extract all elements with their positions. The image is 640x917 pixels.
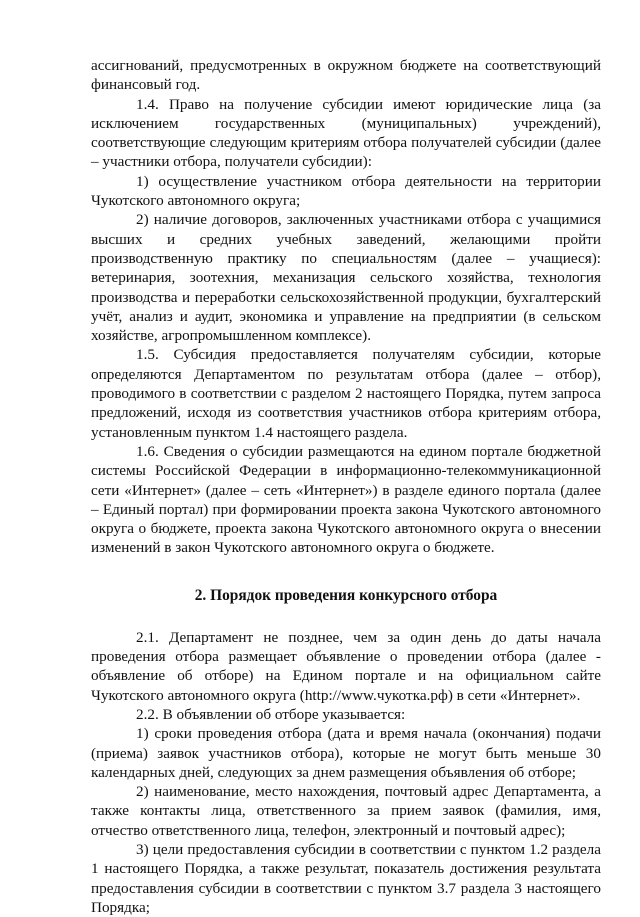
paragraph-criterion-2: 2) наличие договоров, заключенных участниками отбора с учащимися высших и средних учебных заведений, желающими пройти производственную практику по специальностям (далее – учащиеся): ветеринария, зоотехния, механизация сельского хозяйства, технология производства и переработки сельскохозяйственной продукции, бухгалтерский учёт, анализ и аудит, экономика и управление на предприятии (в сельском хозяйстве, агропромышленном комплексе).: [91, 211, 601, 345]
paragraph-2-1: 2.1. Департамент не позднее, чем за один день до даты начала проведения отбора размещает объявление о проведении отбора (далее - объявление об отборе) на Едином портале и на официальном сайте Чукотского автономного округа (http://www.чукотка.рф) в сети «Интернет».: [91, 628, 601, 704]
paragraph-item-3: 3) цели предоставления субсидии в соответствии с пунктом 1.2 раздела 1 настоящего Порядка, а также результат, показатель достижения результата предоставления субсидии в соответствии с пунктом 3.7 раздела 3 настоящего Порядка;: [91, 840, 601, 916]
paragraph-item-2: 2) наименование, место нахождения, почтовый адрес Департамента, а также контакты лица, ответственного за прием заявок (фамилия, имя, отчество ответственного лица, телефон, электронный и почтовый адрес);: [91, 783, 601, 839]
paragraph-1-5: 1.5. Субсидия предоставляется получателям субсидии, которые определяются Департаментом по результатам отбора (далее – отбор), проводимого в соответствии с разделом 2 настоящего Порядка, путем запроса предложений, исходя из соответствия участников отбора критериям отбора, установленным пунктом 1.4 настоящего раздела.: [91, 346, 601, 441]
paragraph-2-2: 2.2. В объявлении об отборе указывается:: [136, 705, 406, 723]
section-heading: 2. Порядок проведения конкурсного отбора: [194, 586, 498, 604]
paragraph-1-4: 1.4. Право на получение субсидии имеют юридические лица (за исключением государственных (муниципальных) учреждений), соответствующие следующим критериям отбора получателей субсидии (далее – участники отбора, получатели субсидии):: [91, 95, 601, 171]
document-body: [91, 56, 601, 917]
paragraph-continuation: ассигнований, предусмотренных в окружном бюджете на соответствующий финансовый год.: [91, 57, 601, 94]
paragraph-item-1: 1) сроки проведения отбора (дата и время начала (окончания) подачи (приема) заявок участников отбора), которые не могут быть меньше 30 календарных дней, следующих за днем размещения объявления об отборе;: [91, 725, 601, 781]
paragraph-criterion-1: 1) осуществление участником отбора деятельности на территории Чукотского автономного округа;: [91, 172, 601, 210]
paragraph-1-6: 1.6. Сведения о субсидии размещаются на едином портале бюджетной системы Российской Федерации в информационно-телекоммуникационной сети «Интернет» (далее – сеть «Интернет») в разделе единого портала (далее – Единый портал) при формировании проекта закона Чукотского автономного округа о бюджете, проекта закона Чукотского автономного округа о внесении изменений в закон Чукотского автономного округа о бюджете.: [91, 442, 601, 557]
